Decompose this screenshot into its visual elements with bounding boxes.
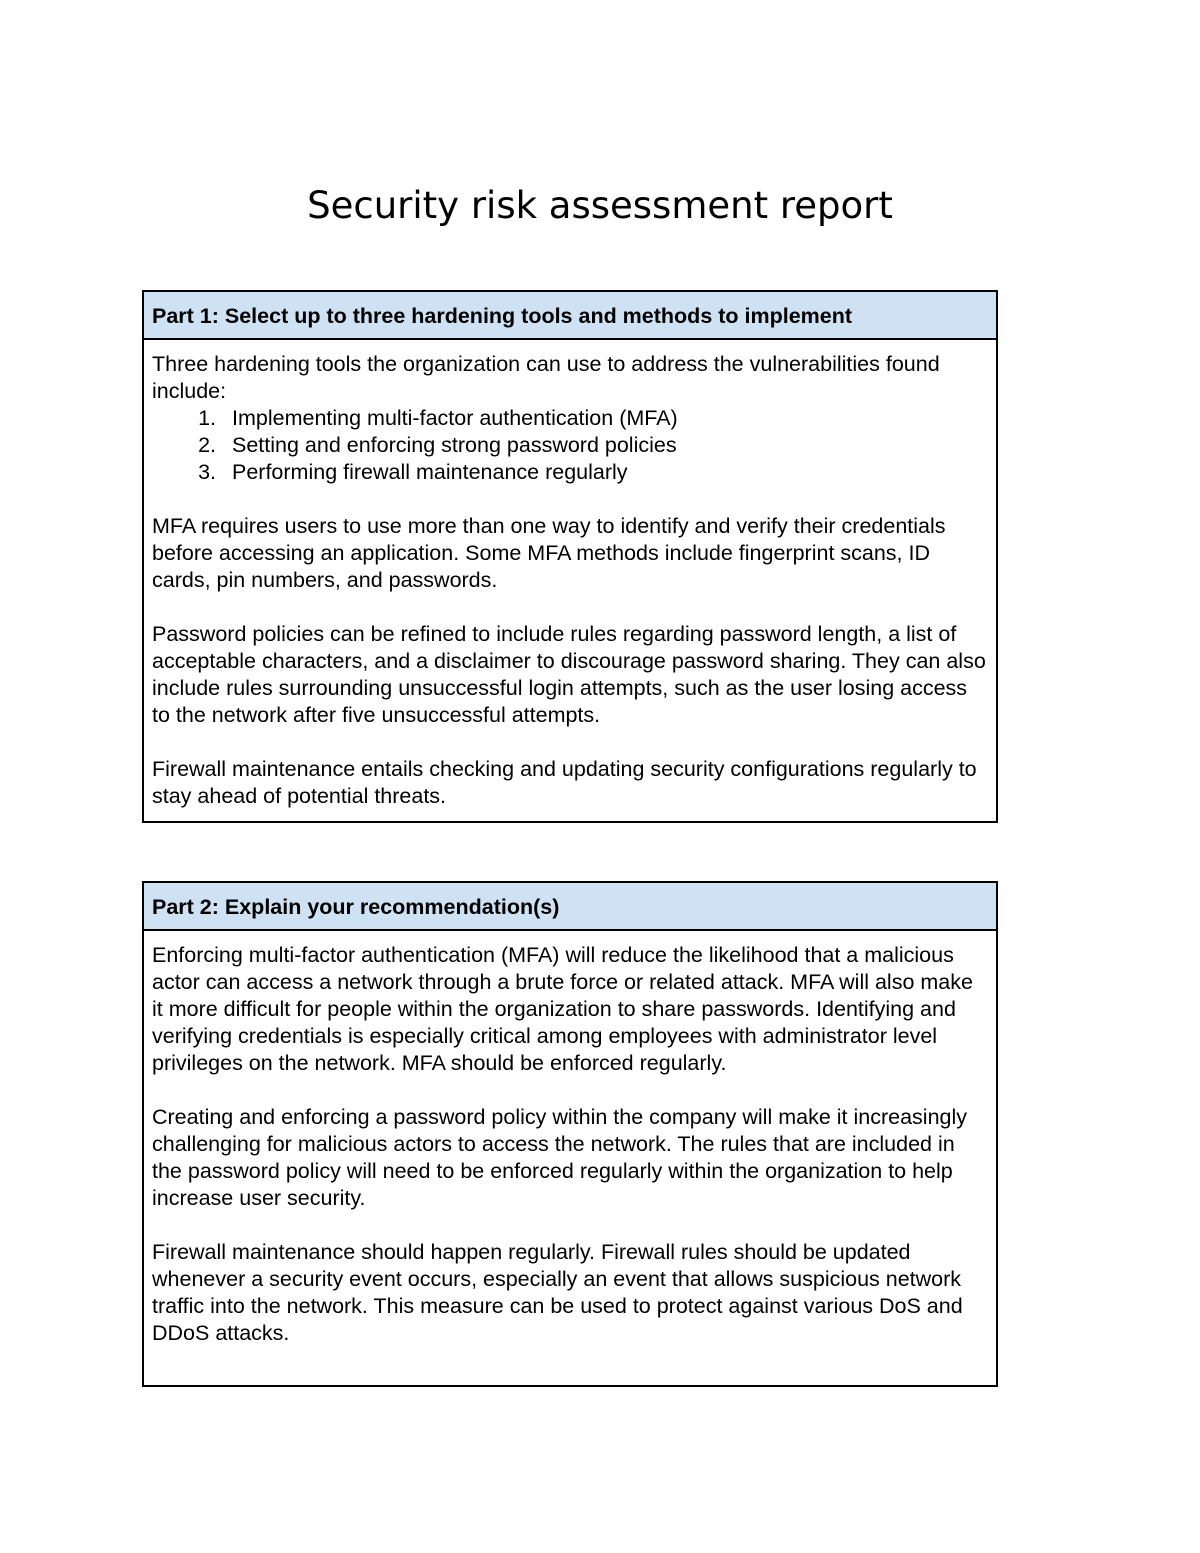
password-policy-paragraph: Password policies can be refined to include rules regarding password length, a list of acceptable characters, and a disclaimer to discourage password sharing. They can also include rules surrounding unsuccessful login attempts, such as the user losing access to the network after five unsuccessful attempts. xyxy=(152,622,986,727)
firewall-recommendation-paragraph: Firewall maintenance should happen regularly. Firewall rules should be updated whenever a security event occurs, especially an event that allows suspicious network traffic into the network. This measure can be used to protect against various DoS and DDoS attacks. xyxy=(152,1240,963,1345)
password-recommendation-paragraph: Creating and enforcing a password policy within the company will make it increasingly challenging for malicious actors to access the network. The rules that are included in the password policy will need to be enforced regularly within the organization to help increase user security. xyxy=(152,1105,968,1210)
part-1-heading: Part 1: Select up to three hardening tools and methods to implement xyxy=(144,292,996,340)
mfa-paragraph: MFA requires users to use more than one way to identify and verify their credentials before accessing an application. Some MFA methods include fingerprint scans, ID cards, pin numbers, and passwords. xyxy=(152,514,946,592)
list-item: 1. Implementing multi-factor authentication (MFA) xyxy=(222,405,988,432)
list-item: 2. Setting and enforcing strong password policies xyxy=(222,432,988,459)
part-2-heading: Part 2: Explain your recommendation(s) xyxy=(144,883,996,931)
mfa-recommendation-paragraph: Enforcing multi-factor authentication (MFA) will reduce the likelihood that a malicious actor can access a network through a brute force or related attack. MFA will also make it more difficult for people within the organization to share passwords. Identifying and verifying credentials is especially critical among employees with administrator level privileges on the network. MFA should be enforced regularly. xyxy=(152,943,973,1075)
part-2-table xyxy=(142,881,998,1387)
page-title: Security risk assessment report xyxy=(307,184,893,227)
list-item: 3. Performing firewall maintenance regularly xyxy=(222,459,988,486)
firewall-paragraph: Firewall maintenance entails checking and updating security configurations regularly to stay ahead of potential threats. xyxy=(152,757,977,808)
part-1-body xyxy=(144,340,996,810)
hardening-tools-list xyxy=(152,405,988,486)
part-1-intro: Three hardening tools the organization can use to address the vulnerabilities found include: xyxy=(152,352,940,403)
part-2-body xyxy=(144,931,996,1347)
part-1-table xyxy=(142,290,998,823)
